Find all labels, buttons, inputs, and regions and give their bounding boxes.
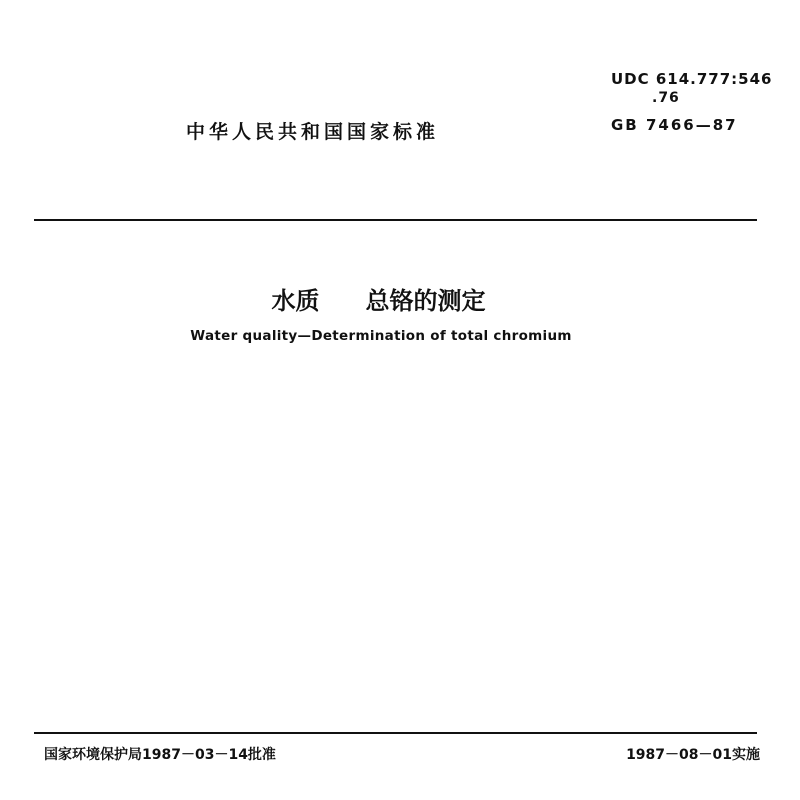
effective-date: 1987－08－01实施 [626,747,760,763]
approval-date: 国家环境保护局1987－03－14批准 [44,747,276,763]
udc-number: UDC 614.777:546 [611,70,773,88]
title-chinese-part1: 水质 [271,287,320,315]
top-divider [34,219,757,221]
gb-standard-code: GB 7466—87 [611,116,738,134]
title-chinese-part2: 总铬的测定 [365,287,486,315]
standard-type-heading: 中华人民共和国国家标准 [186,121,440,143]
document-title-chinese [0,281,757,316]
document-title-english: Water quality—Determination of total chromium [190,328,572,344]
bottom-divider [34,732,757,734]
udc-number-continuation: .76 [652,90,680,106]
